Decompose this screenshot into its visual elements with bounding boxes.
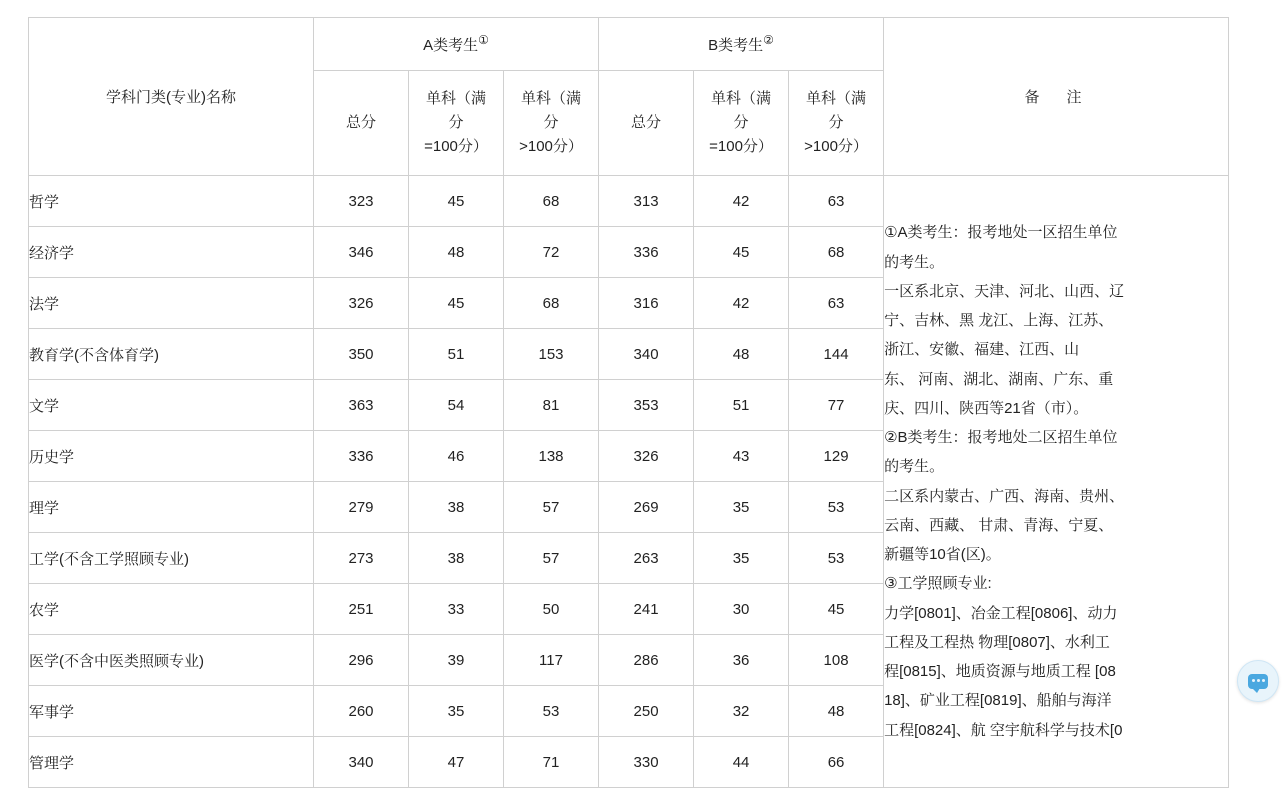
- cell-b-total: 330: [599, 737, 694, 788]
- header-b-single-gt100-line2: 分: [828, 114, 844, 131]
- header-subject-column: [29, 18, 314, 176]
- header-remark-column: [884, 18, 1229, 176]
- remark-line: 东、 河南、湖北、湖南、广东、重: [884, 370, 1114, 388]
- remark-line: 二区系内蒙古、广西、海南、贵州、: [884, 487, 1125, 505]
- cell-b-single-gt100: 108: [789, 635, 884, 686]
- remark-line: 18]、矿业工程[0819]、船舶与海洋: [884, 692, 1112, 710]
- header-a-single-eq100: [409, 71, 504, 176]
- header-b-single-gt100-line1: 单科（满: [806, 90, 867, 107]
- cell-b-total: 250: [599, 686, 694, 737]
- chat-bubble-dot-icon: [1257, 679, 1260, 682]
- header-group-b: [599, 18, 884, 71]
- remark-line: 的考生。: [884, 458, 945, 476]
- remark-line: 新疆等10省(区)。: [884, 546, 1001, 563]
- cell-subject: 农学: [29, 584, 314, 635]
- score-table: [28, 17, 1229, 788]
- cell-a-single-eq100: 38: [409, 482, 504, 533]
- cell-subject: 管理学: [29, 737, 314, 788]
- cell-a-single-eq100: 45: [409, 278, 504, 329]
- table-header: [29, 18, 1229, 176]
- remark-line: 力学[0801]、冶金工程[0806]、动力: [884, 604, 1118, 622]
- cell-a-single-gt100: 117: [504, 635, 599, 686]
- header-a-total-label: 总分: [345, 114, 376, 131]
- cell-b-single-eq100: 51: [694, 380, 789, 431]
- cell-b-single-gt100: 63: [789, 176, 884, 227]
- header-remark-label: 备 注: [1024, 89, 1088, 106]
- remark-line: ①A类考生：报考地处一区招生单位: [884, 224, 1118, 242]
- cell-b-single-gt100: 53: [789, 533, 884, 584]
- cell-a-single-gt100: 81: [504, 380, 599, 431]
- cell-a-single-gt100: 71: [504, 737, 599, 788]
- header-b-single-eq100-line1: 单科（满: [711, 90, 772, 107]
- cell-b-single-eq100: 48: [694, 329, 789, 380]
- remark-line: 一区系北京、天津、河北、山西、辽: [884, 282, 1125, 300]
- cell-a-total: 273: [314, 533, 409, 584]
- cell-b-total: 286: [599, 635, 694, 686]
- table-body: [29, 176, 1229, 788]
- header-b-single-eq100-line2: 分: [733, 114, 749, 131]
- header-group-b-footnote-mark: ②: [763, 33, 774, 47]
- header-group-a-label: A类考生: [423, 37, 479, 54]
- cell-a-single-eq100: 47: [409, 737, 504, 788]
- remark-line: 宁、吉林、黑 龙江、上海、江苏、: [884, 312, 1114, 329]
- header-b-single-gt100-line3: >100分）: [804, 138, 868, 155]
- cell-b-single-eq100: 36: [694, 635, 789, 686]
- remark-line: ②B类考生：报考地处二区招生单位: [884, 429, 1118, 446]
- remark-line: 程[0815]、地质资源与地质工程 [08: [884, 663, 1116, 680]
- remark-line: 云南、西藏、 甘肃、青海、宁夏、: [884, 516, 1114, 534]
- floating-chat-button[interactable]: [1237, 660, 1279, 702]
- cell-a-single-gt100: 138: [504, 431, 599, 482]
- cell-a-single-eq100: 48: [409, 227, 504, 278]
- cell-subject: 军事学: [29, 686, 314, 737]
- header-a-single-eq100-line1: 单科（满: [425, 90, 486, 107]
- remark-line: 庆、四川、陕西等21省（市）。: [884, 399, 1089, 417]
- cell-a-total: 336: [314, 431, 409, 482]
- remark-line: 浙江、安徽、福建、江西、山: [884, 341, 1080, 359]
- cell-b-single-gt100: 63: [789, 278, 884, 329]
- cell-subject: 经济学: [29, 227, 314, 278]
- cell-b-single-eq100: 44: [694, 737, 789, 788]
- cell-a-single-eq100: 33: [409, 584, 504, 635]
- remark-line: ③工学照顾专业:: [884, 575, 992, 593]
- cell-subject: 哲学: [29, 176, 314, 227]
- cell-a-single-gt100: 68: [504, 278, 599, 329]
- cell-a-single-gt100: 53: [504, 686, 599, 737]
- cell-a-total: 279: [314, 482, 409, 533]
- cell-a-single-eq100: 35: [409, 686, 504, 737]
- cell-a-total: 346: [314, 227, 409, 278]
- cell-a-total: 350: [314, 329, 409, 380]
- score-table-container: [28, 17, 1228, 788]
- cell-a-single-eq100: 46: [409, 431, 504, 482]
- cell-a-total: 363: [314, 380, 409, 431]
- cell-a-total: 340: [314, 737, 409, 788]
- header-a-single-gt100-line2: 分: [543, 114, 559, 131]
- header-a-total: [314, 71, 409, 176]
- chat-bubble-dot-icon: [1252, 679, 1255, 682]
- remark-line: 工程及工程热 物理[0807]、水利工: [884, 633, 1110, 651]
- header-a-single-gt100-line3: >100分）: [519, 138, 583, 155]
- header-b-single-eq100-line3: =100分）: [709, 138, 773, 155]
- cell-a-single-gt100: 57: [504, 533, 599, 584]
- cell-b-single-eq100: 35: [694, 533, 789, 584]
- cell-subject: 历史学: [29, 431, 314, 482]
- header-group-a: [314, 18, 599, 71]
- cell-a-single-eq100: 45: [409, 176, 504, 227]
- cell-subject: 法学: [29, 278, 314, 329]
- header-b-single-gt100: [789, 71, 884, 176]
- header-b-total: [599, 71, 694, 176]
- cell-b-total: 326: [599, 431, 694, 482]
- cell-b-single-gt100: 68: [789, 227, 884, 278]
- header-group-a-footnote-mark: ①: [478, 33, 489, 47]
- cell-a-single-eq100: 54: [409, 380, 504, 431]
- cell-b-single-gt100: 45: [789, 584, 884, 635]
- cell-b-total: 340: [599, 329, 694, 380]
- cell-a-single-gt100: 153: [504, 329, 599, 380]
- cell-a-total: 251: [314, 584, 409, 635]
- header-a-single-eq100-line2: 分: [448, 114, 464, 131]
- table-row: [29, 176, 1229, 227]
- cell-b-total: 241: [599, 584, 694, 635]
- table-header-row-1: [29, 18, 1229, 71]
- cell-b-total: 263: [599, 533, 694, 584]
- cell-a-single-eq100: 39: [409, 635, 504, 686]
- cell-b-single-gt100: 48: [789, 686, 884, 737]
- cell-subject: 文学: [29, 380, 314, 431]
- cell-b-single-eq100: 42: [694, 176, 789, 227]
- cell-subject: 工学(不含工学照顾专业): [29, 533, 314, 584]
- cell-b-total: 353: [599, 380, 694, 431]
- remark-line: 的考生。: [884, 253, 945, 271]
- cell-b-single-eq100: 43: [694, 431, 789, 482]
- cell-a-single-gt100: 50: [504, 584, 599, 635]
- cell-subject: 医学(不含中医类照顾专业): [29, 635, 314, 686]
- cell-b-single-gt100: 129: [789, 431, 884, 482]
- cell-b-single-gt100: 144: [789, 329, 884, 380]
- remark-line: 工程[0824]、航 空宇航科学与技术[0: [884, 721, 1123, 739]
- cell-subject: 教育学(不含体育学): [29, 329, 314, 380]
- cell-b-single-eq100: 30: [694, 584, 789, 635]
- chat-bubble-dot-icon: [1262, 679, 1265, 682]
- cell-b-total: 316: [599, 278, 694, 329]
- header-subject-label: 学科门类(专业)名称: [106, 89, 236, 106]
- header-b-total-label: 总分: [631, 114, 662, 131]
- cell-subject: 理学: [29, 482, 314, 533]
- cell-b-total: 313: [599, 176, 694, 227]
- header-a-single-gt100: [504, 71, 599, 176]
- cell-a-total: 323: [314, 176, 409, 227]
- cell-a-single-eq100: 51: [409, 329, 504, 380]
- header-a-single-gt100-line1: 单科（满: [521, 90, 582, 107]
- cell-b-total: 336: [599, 227, 694, 278]
- cell-b-single-eq100: 35: [694, 482, 789, 533]
- cell-a-total: 326: [314, 278, 409, 329]
- header-a-single-eq100-line3: =100分）: [424, 138, 488, 155]
- cell-a-total: 296: [314, 635, 409, 686]
- cell-b-single-eq100: 45: [694, 227, 789, 278]
- cell-a-single-gt100: 72: [504, 227, 599, 278]
- cell-b-single-gt100: 53: [789, 482, 884, 533]
- cell-remark: [884, 176, 1229, 788]
- cell-b-single-eq100: 42: [694, 278, 789, 329]
- cell-a-single-gt100: 68: [504, 176, 599, 227]
- cell-a-single-eq100: 38: [409, 533, 504, 584]
- cell-a-single-gt100: 57: [504, 482, 599, 533]
- cell-b-total: 269: [599, 482, 694, 533]
- cell-b-single-gt100: 66: [789, 737, 884, 788]
- cell-b-single-gt100: 77: [789, 380, 884, 431]
- cell-b-single-eq100: 32: [694, 686, 789, 737]
- header-group-b-label: B类考生: [708, 37, 764, 54]
- header-b-single-eq100: [694, 71, 789, 176]
- cell-a-total: 260: [314, 686, 409, 737]
